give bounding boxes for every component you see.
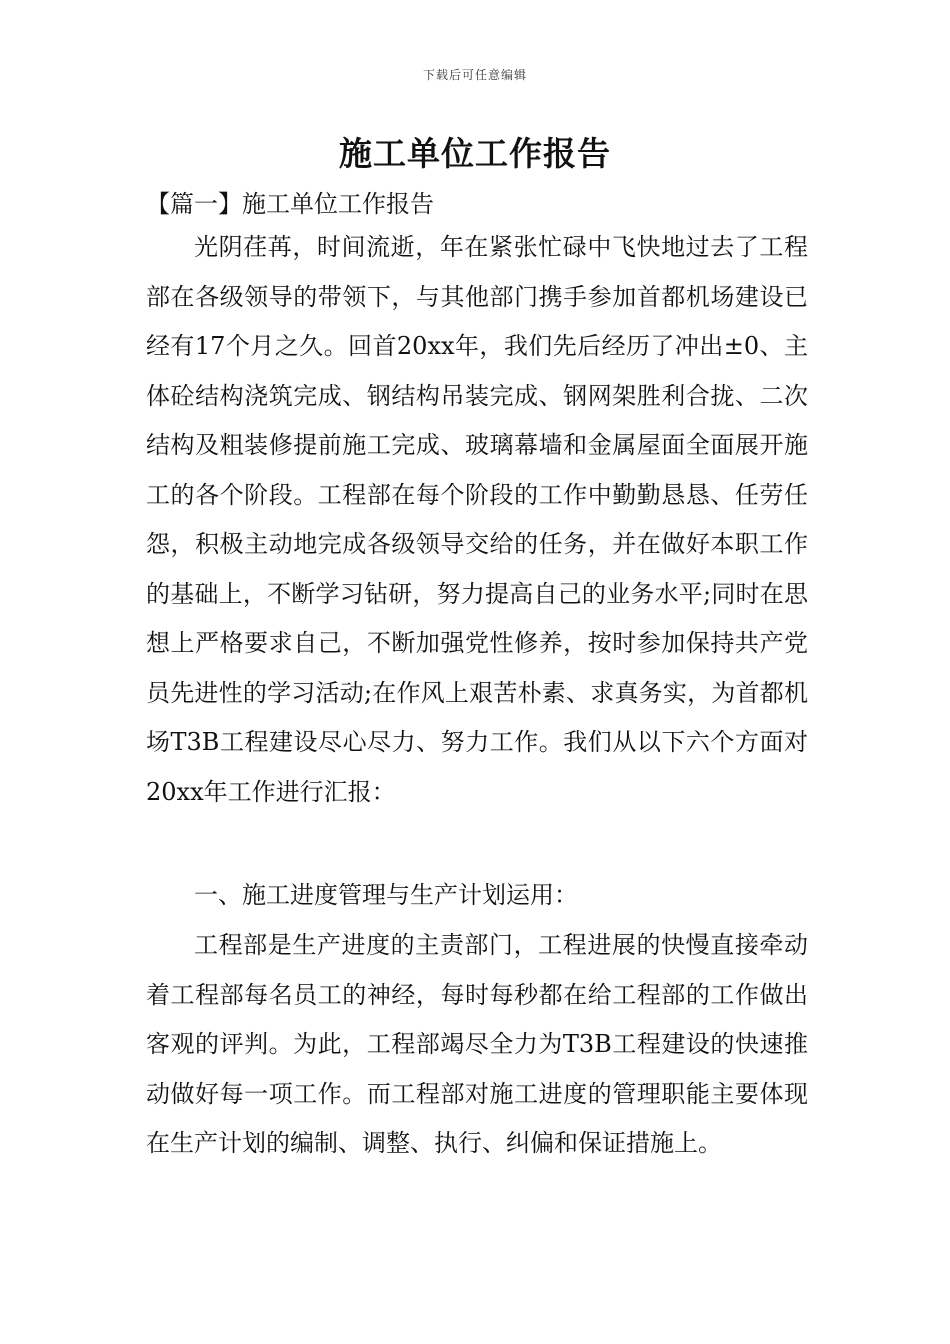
header-note: 下载后可任意编辑 bbox=[422, 68, 527, 82]
section-heading: 【篇一】施工单位工作报告 bbox=[146, 190, 434, 218]
body-paragraph-1: 光阴荏苒，时间流逝，年在紧张忙碌中飞快地过去了工程部在各级领导的带领下，与其他部门携手参加首都机场建设已经有17个月之久。回首20xx年，我们先后经历了冲出±0、主体砼结构浇筑完成、钢结构吊装完成、钢网架胜利合拢、二次结构及粗装修提前施工完成、玻璃幕墙和金属屋面全面展开施工的各个阶段。工程部在每个阶段的工作中勤勤恳恳、任劳任怨，积极主动地完成各级领导交给的任务，并在做好本职工作的基础上，不断学习钻研，努力提高自己的业务水平;同时在思想上严格要求自己，不断加强党性修养，按时参加保持共产党员先进性的学习活动;在作风上艰苦朴素、求真务实，为首都机场T3B工程建设尽心尽力、努力工作。我们从以下六个方面对20xx年工作进行汇报： bbox=[146, 233, 808, 806]
body-paragraph-3: 工程部是生产进度的主责部门，工程进展的快慢直接牵动着工程部每名员工的神经，每时每秒都在给工程部的工作做出客观的评判。为此，工程部竭尽全力为T3B工程建设的快速推动做好每一项工作。而工程部对施工进度的管理职能主要体现在生产计划的编制、调整、执行、纠偏和保证措施上。 bbox=[146, 931, 808, 1157]
body-paragraph-2: 一、施工进度管理与生产计划运用： bbox=[194, 881, 578, 909]
document-title: 施工单位工作报告 bbox=[339, 134, 611, 173]
